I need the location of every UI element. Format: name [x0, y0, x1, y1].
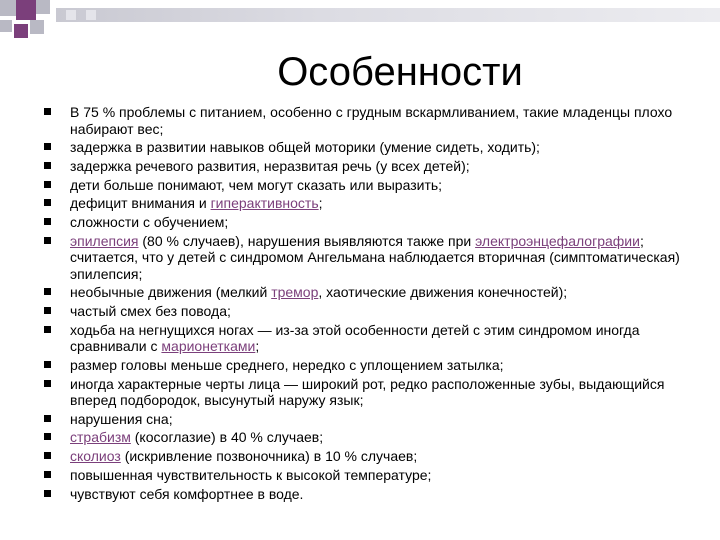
list-item: [44, 233, 694, 283]
slide-title: Особенности: [277, 50, 523, 94]
bullet-icon: [44, 288, 51, 295]
list-item: [44, 158, 694, 175]
item-text: иногда характерные черты лица — широкий рот, редко расположенные зубы, выдающийся вперед подбородок, высунутый наружу язык;: [70, 375, 665, 409]
list-item: [44, 486, 694, 503]
bullet-icon: [44, 199, 51, 206]
item-text: сложности с обучением;: [70, 213, 229, 230]
item-text: дефицит внимания и: [70, 195, 211, 212]
bullet-icon: [44, 415, 51, 422]
item-text: нарушения сна;: [70, 410, 173, 427]
item-text: задержка речевого развития, неразвитая речь (у всех детей);: [70, 157, 470, 174]
item-text: (искривление позвоночника) в 10 % случаев;: [120, 448, 418, 465]
deco-square: [30, 20, 44, 34]
bullet-icon: [44, 108, 51, 115]
bullet-icon: [44, 433, 51, 440]
list-item: [44, 429, 694, 446]
deco-square: [0, 0, 16, 16]
item-text: ;: [255, 338, 260, 355]
deco-square: [16, 0, 36, 20]
item-text: размер головы меньше среднего, нередко с уплощением затылка;: [70, 356, 504, 373]
deco-strip: [56, 8, 720, 22]
item-text: В 75 % проблемы с питанием, особенно с грудным вскармливанием, такие младенцы плохо набирают вес;: [70, 104, 673, 137]
term-link[interactable]: сколиоз: [70, 448, 121, 465]
bullet-icon: [44, 452, 51, 459]
term-link[interactable]: марионетками: [161, 338, 256, 355]
bullet-icon: [44, 361, 51, 368]
deco-square: [66, 10, 76, 20]
list-item: [44, 214, 694, 231]
term-link[interactable]: эпилепсия: [70, 232, 139, 249]
bullet-icon: [44, 471, 51, 478]
term-link[interactable]: тремор: [271, 284, 319, 301]
list-item: [44, 104, 694, 137]
bullet-icon: [44, 326, 51, 333]
item-text: (косоглазие) в 40 % случаев;: [130, 429, 324, 446]
deco-square: [86, 10, 96, 20]
item-text: частый смех без повода;: [70, 303, 231, 319]
deco-square: [36, 0, 50, 14]
item-text: задержка в развитии навыков общей моторики (умение сидеть, ходить);: [70, 139, 540, 156]
item-text: , хаотические движения конечностей);: [318, 284, 568, 301]
list-item: [44, 195, 694, 212]
item-text: ;: [318, 195, 323, 212]
list-item: [44, 139, 694, 156]
term-link[interactable]: электроэнцефалографии: [475, 232, 640, 249]
item-text: ходьба на негнущихся ногах — из-за этой особенности детей с этим синдромом иногда сравнивали с: [70, 321, 640, 355]
bullet-icon: [44, 143, 51, 150]
item-text: чувствуют себя комфортнее в воде.: [70, 485, 304, 502]
bullet-icon: [44, 490, 51, 497]
bullet-icon: [44, 162, 51, 169]
bullet-icon: [44, 181, 51, 188]
term-link[interactable]: гиперактивность: [210, 195, 319, 212]
bullet-icon: [44, 380, 51, 387]
item-text: ; считается, что у детей с синдромом Ангельмана наблюдается вторичная (симптоматическая) эпилепсия;: [70, 232, 680, 282]
item-text: дети больше понимают, чем могут сказать или выразить;: [70, 176, 443, 193]
item-text: (80 % случаев), нарушения выявляются также при: [138, 232, 476, 249]
list-item: [44, 411, 694, 428]
bullet-icon: [44, 307, 51, 314]
bullet-icon: [44, 218, 51, 225]
list-item: [44, 357, 694, 374]
list-item: [44, 376, 694, 409]
list-item: [44, 177, 694, 194]
item-text: повышенная чувствительность к высокой температуре;: [70, 466, 432, 483]
list-item: [44, 322, 694, 355]
list-item: [44, 467, 694, 484]
term-link[interactable]: страбизм: [70, 429, 131, 446]
header-decoration: [0, 0, 720, 40]
deco-square: [0, 20, 12, 32]
list-item: [44, 284, 694, 301]
list-item: [44, 303, 694, 320]
item-text: необычные движения (мелкий: [70, 284, 272, 301]
features-list: [44, 104, 694, 504]
list-item: [44, 448, 694, 465]
bullet-icon: [44, 237, 51, 244]
deco-square: [14, 24, 28, 38]
